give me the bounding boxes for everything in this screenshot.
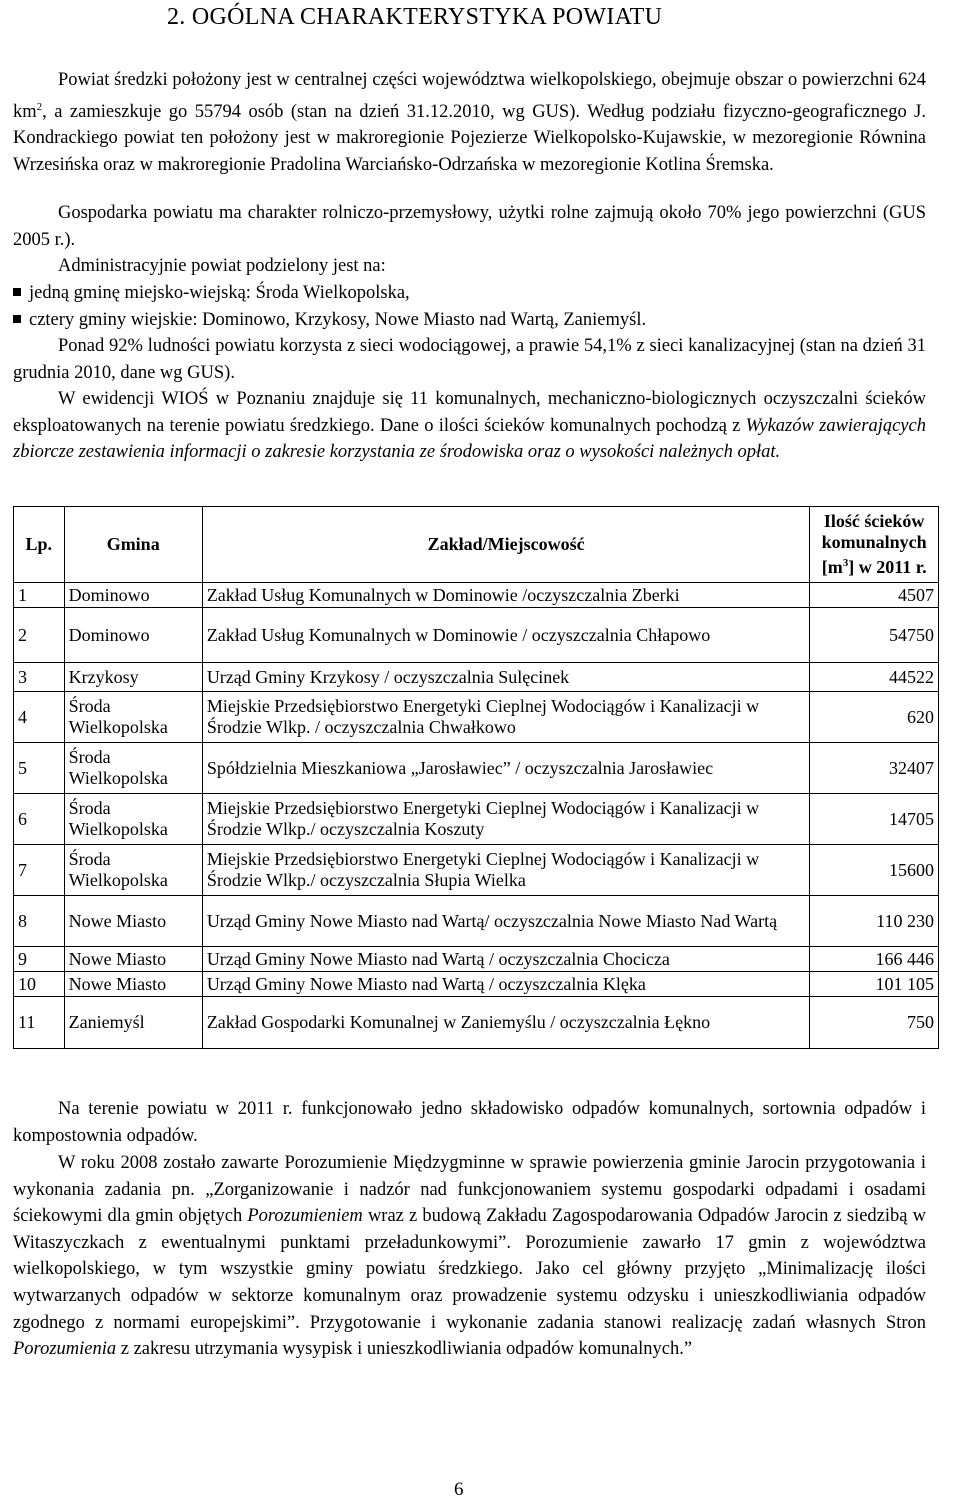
cell-zaklad: Urząd Gminy Krzykosy / oczyszczalnia Sulęcinek bbox=[202, 663, 810, 692]
outro-p2-italic-1: Porozumieniem bbox=[247, 1206, 363, 1227]
intro-paragraph-1 bbox=[13, 67, 926, 179]
cell-zaklad: Urząd Gminy Nowe Miasto nad Wartą / oczyszczalnia Chocicza bbox=[202, 947, 810, 972]
cell-zaklad: Miejskie Przedsiębiorstwo Energetyki Cieplnej Wodociągów i Kanalizacji w Środzie Wlkp./ oczyszczalnia Słupia Wielka bbox=[202, 845, 810, 896]
bullet-1-text: jedną gminę miejsko-wiejską: Środa Wielkopolska, bbox=[29, 283, 410, 303]
table-row bbox=[14, 997, 939, 1049]
intro-paragraph-3: Administracyjnie powiat podzielony jest na: bbox=[58, 256, 386, 276]
table-row bbox=[14, 845, 939, 896]
outro-paragraph-1: Na terenie powiatu w 2011 r. funkcjonowało jedno składowisko odpadów komunalnych, sortownia odpadów i kompostownia odpadów. bbox=[13, 1099, 926, 1146]
cell-ilosc: 101 105 bbox=[810, 972, 939, 997]
table-body bbox=[14, 583, 939, 1049]
cell-gmina: Krzykosy bbox=[64, 663, 202, 692]
outro-p2-text-b: wraz z budową Zakładu Zagospodarowania Odpadów Jarocin z siedzibą w Witaszyczkach z ewentualnymi punktami przeładunkowymi”. Porozumienie zawarło 17 gmin z województwa wielkopolskiego, w tym wszystkie gminy powiatu średzkiego. Jako cel główny przyjęto „Minimalizację ilości wytwarzanych odpadów w sektorze komunalnym oraz prowadzenie systemu odzysku i unieszkodliwiania odpadów zgodnego z normami europejskimi”. Przygotowanie i wykonanie zadania stanowi realizację zadań własnych Stron bbox=[13, 1206, 926, 1333]
bullet-square-icon bbox=[13, 288, 21, 296]
intro-p5-text: W ewidencji WIOŚ w Poznaniu znajduje się 11 komunalnych, mechaniczno-biologicznych oczyszczalni ścieków eksploatowanych na terenie powiatu średzkiego. Dane o ilości ścieków komunalnych pochodzą z bbox=[13, 389, 926, 436]
cell-lp: 11 bbox=[14, 997, 65, 1049]
cell-gmina: Nowe Miasto bbox=[64, 947, 202, 972]
header-ilosc-unit: [m bbox=[821, 557, 843, 577]
cell-ilosc: 14705 bbox=[810, 794, 939, 845]
cell-gmina: Środa Wielkopolska bbox=[64, 794, 202, 845]
cell-gmina: Dominowo bbox=[64, 608, 202, 663]
cell-zaklad: Urząd Gminy Nowe Miasto nad Wartą/ oczyszczalnia Nowe Miasto Nad Wartą bbox=[202, 896, 810, 947]
outro-p2-text-a: W roku 2008 zostało zawarte Porozumienie Międzygminne w sprawie powierzenia gminie Jarocin przygotowania i wykonania zadania pn. „Zorganizowanie i nadzór nad funkcjonowaniem systemu gospodarki odpadami i osadami ściekowymi dla gmin objętych bbox=[13, 1153, 926, 1227]
cell-lp: 2 bbox=[14, 608, 65, 663]
table-row bbox=[14, 896, 939, 947]
header-ilosc-sup: 3 bbox=[842, 557, 849, 569]
cell-ilosc: 620 bbox=[810, 692, 939, 743]
wastewater-table bbox=[13, 506, 939, 1049]
table-row bbox=[14, 972, 939, 997]
intro-paragraph-4: Ponad 92% ludności powiatu korzysta z sieci wodociągowej, a prawie 54,1% z sieci kanalizacyjnej (stan na dzień 31 grudnia 2010, dane wg GUS). bbox=[13, 336, 926, 383]
cell-ilosc: 32407 bbox=[810, 743, 939, 794]
cell-zaklad: Zakład Usług Komunalnych w Dominowie /oczyszczalnia Zberki bbox=[202, 583, 810, 608]
intro-p1-text-b: , a zamieszkuje go 55794 osób (stan na dzień 31.12.2010, wg GUS). Według podziału fizyczno-geograficznego J. Kondrackiego powiat ten położony jest w makroregionie Pojezierze Wielkopolsko-Kujawskie, w mezoregionie Równina Wrzesińska oraz w makroregionie Pradolina Warciańsko-Odrzańska w mezoregionie Kotlina Śremska. bbox=[13, 101, 926, 175]
header-lp: Lp. bbox=[14, 507, 65, 583]
cell-ilosc: 750 bbox=[810, 997, 939, 1049]
cell-gmina: Zaniemyśl bbox=[64, 997, 202, 1049]
table-row bbox=[14, 692, 939, 743]
bullet-item-1 bbox=[13, 280, 926, 307]
cell-ilosc: 54750 bbox=[810, 608, 939, 663]
cell-gmina: Nowe Miasto bbox=[64, 896, 202, 947]
intro-paragraph-5 bbox=[13, 386, 926, 466]
header-ilosc bbox=[810, 507, 939, 583]
cell-zaklad: Zakład Usług Komunalnych w Dominowie / oczyszczalnia Chłapowo bbox=[202, 608, 810, 663]
bullet-square-icon bbox=[13, 315, 21, 323]
cell-gmina: Nowe Miasto bbox=[64, 972, 202, 997]
header-zaklad: Zakład/Miejscowość bbox=[202, 507, 810, 583]
page-number: 6 bbox=[454, 1479, 464, 1500]
cell-lp: 7 bbox=[14, 845, 65, 896]
cell-lp: 10 bbox=[14, 972, 65, 997]
bullet-item-2 bbox=[13, 307, 926, 334]
cell-gmina: Środa Wielkopolska bbox=[64, 743, 202, 794]
cell-zaklad: Zakład Gospodarki Komunalnej w Zaniemyślu / oczyszczalnia Łękno bbox=[202, 997, 810, 1049]
table-row bbox=[14, 743, 939, 794]
cell-lp: 8 bbox=[14, 896, 65, 947]
table-row bbox=[14, 663, 939, 692]
cell-gmina: Dominowo bbox=[64, 583, 202, 608]
intro-paragraph-2: Gospodarka powiatu ma charakter rolniczo-przemysłowy, użytki rolne zajmują około 70% jego powierzchni (GUS 2005 r.). bbox=[13, 203, 926, 250]
table-row bbox=[14, 947, 939, 972]
header-ilosc-label: Ilość ścieków komunalnych bbox=[821, 511, 927, 552]
cell-zaklad: Miejskie Przedsiębiorstwo Energetyki Cieplnej Wodociągów i Kanalizacji w Środzie Wlkp. / oczyszczalnia Chwałkowo bbox=[202, 692, 810, 743]
bullet-2-text: cztery gminy wiejskie: Dominowo, Krzykosy, Nowe Miasto nad Wartą, Zaniemyśl. bbox=[29, 310, 647, 330]
cell-zaklad: Urząd Gminy Nowe Miasto nad Wartą / oczyszczalnia Klęka bbox=[202, 972, 810, 997]
cell-zaklad: Miejskie Przedsiębiorstwo Energetyki Cieplnej Wodociągów i Kanalizacji w Środzie Wlkp./ oczyszczalnia Koszuty bbox=[202, 794, 810, 845]
intro-p5-italic: Wykazów zawierających zbiorcze zestawienia informacji o zakresie korzystania ze środowiska oraz o wysokości należnych opłat. bbox=[13, 415, 926, 463]
section-heading: 2. OGÓLNA CHARAKTERYSTYKA POWIATU bbox=[167, 4, 663, 30]
cell-lp: 5 bbox=[14, 743, 65, 794]
cell-gmina: Środa Wielkopolska bbox=[64, 845, 202, 896]
table-header-row bbox=[14, 507, 939, 583]
intro-p1-text-a: Powiat średzki położony jest w centralnej części województwa wielkopolskiego, obejmuje obszar o powierzchni 624 km bbox=[13, 70, 926, 122]
table-row bbox=[14, 583, 939, 608]
header-gmina: Gmina bbox=[64, 507, 202, 583]
outro-p2-text-c: z zakresu utrzymania wysypisk i unieszkodliwiania odpadów komunalnych.” bbox=[116, 1339, 693, 1360]
cell-lp: 6 bbox=[14, 794, 65, 845]
cell-ilosc: 4507 bbox=[810, 583, 939, 608]
cell-lp: 3 bbox=[14, 663, 65, 692]
km-superscript: 2 bbox=[36, 100, 43, 113]
cell-ilosc: 110 230 bbox=[810, 896, 939, 947]
cell-ilosc: 15600 bbox=[810, 845, 939, 896]
cell-lp: 1 bbox=[14, 583, 65, 608]
cell-lp: 4 bbox=[14, 692, 65, 743]
cell-gmina: Środa Wielkopolska bbox=[64, 692, 202, 743]
cell-ilosc: 44522 bbox=[810, 663, 939, 692]
outro-p2-italic-2: Porozumienia bbox=[13, 1339, 117, 1360]
table-row bbox=[14, 794, 939, 845]
header-ilosc-year: ] w 2011 r. bbox=[848, 557, 927, 577]
cell-lp: 9 bbox=[14, 947, 65, 972]
cell-ilosc: 166 446 bbox=[810, 947, 939, 972]
table-row bbox=[14, 608, 939, 663]
outro-paragraph-2 bbox=[13, 1150, 926, 1363]
cell-zaklad: Spółdzielnia Mieszkaniowa „Jarosławiec” / oczyszczalnia Jarosławiec bbox=[202, 743, 810, 794]
